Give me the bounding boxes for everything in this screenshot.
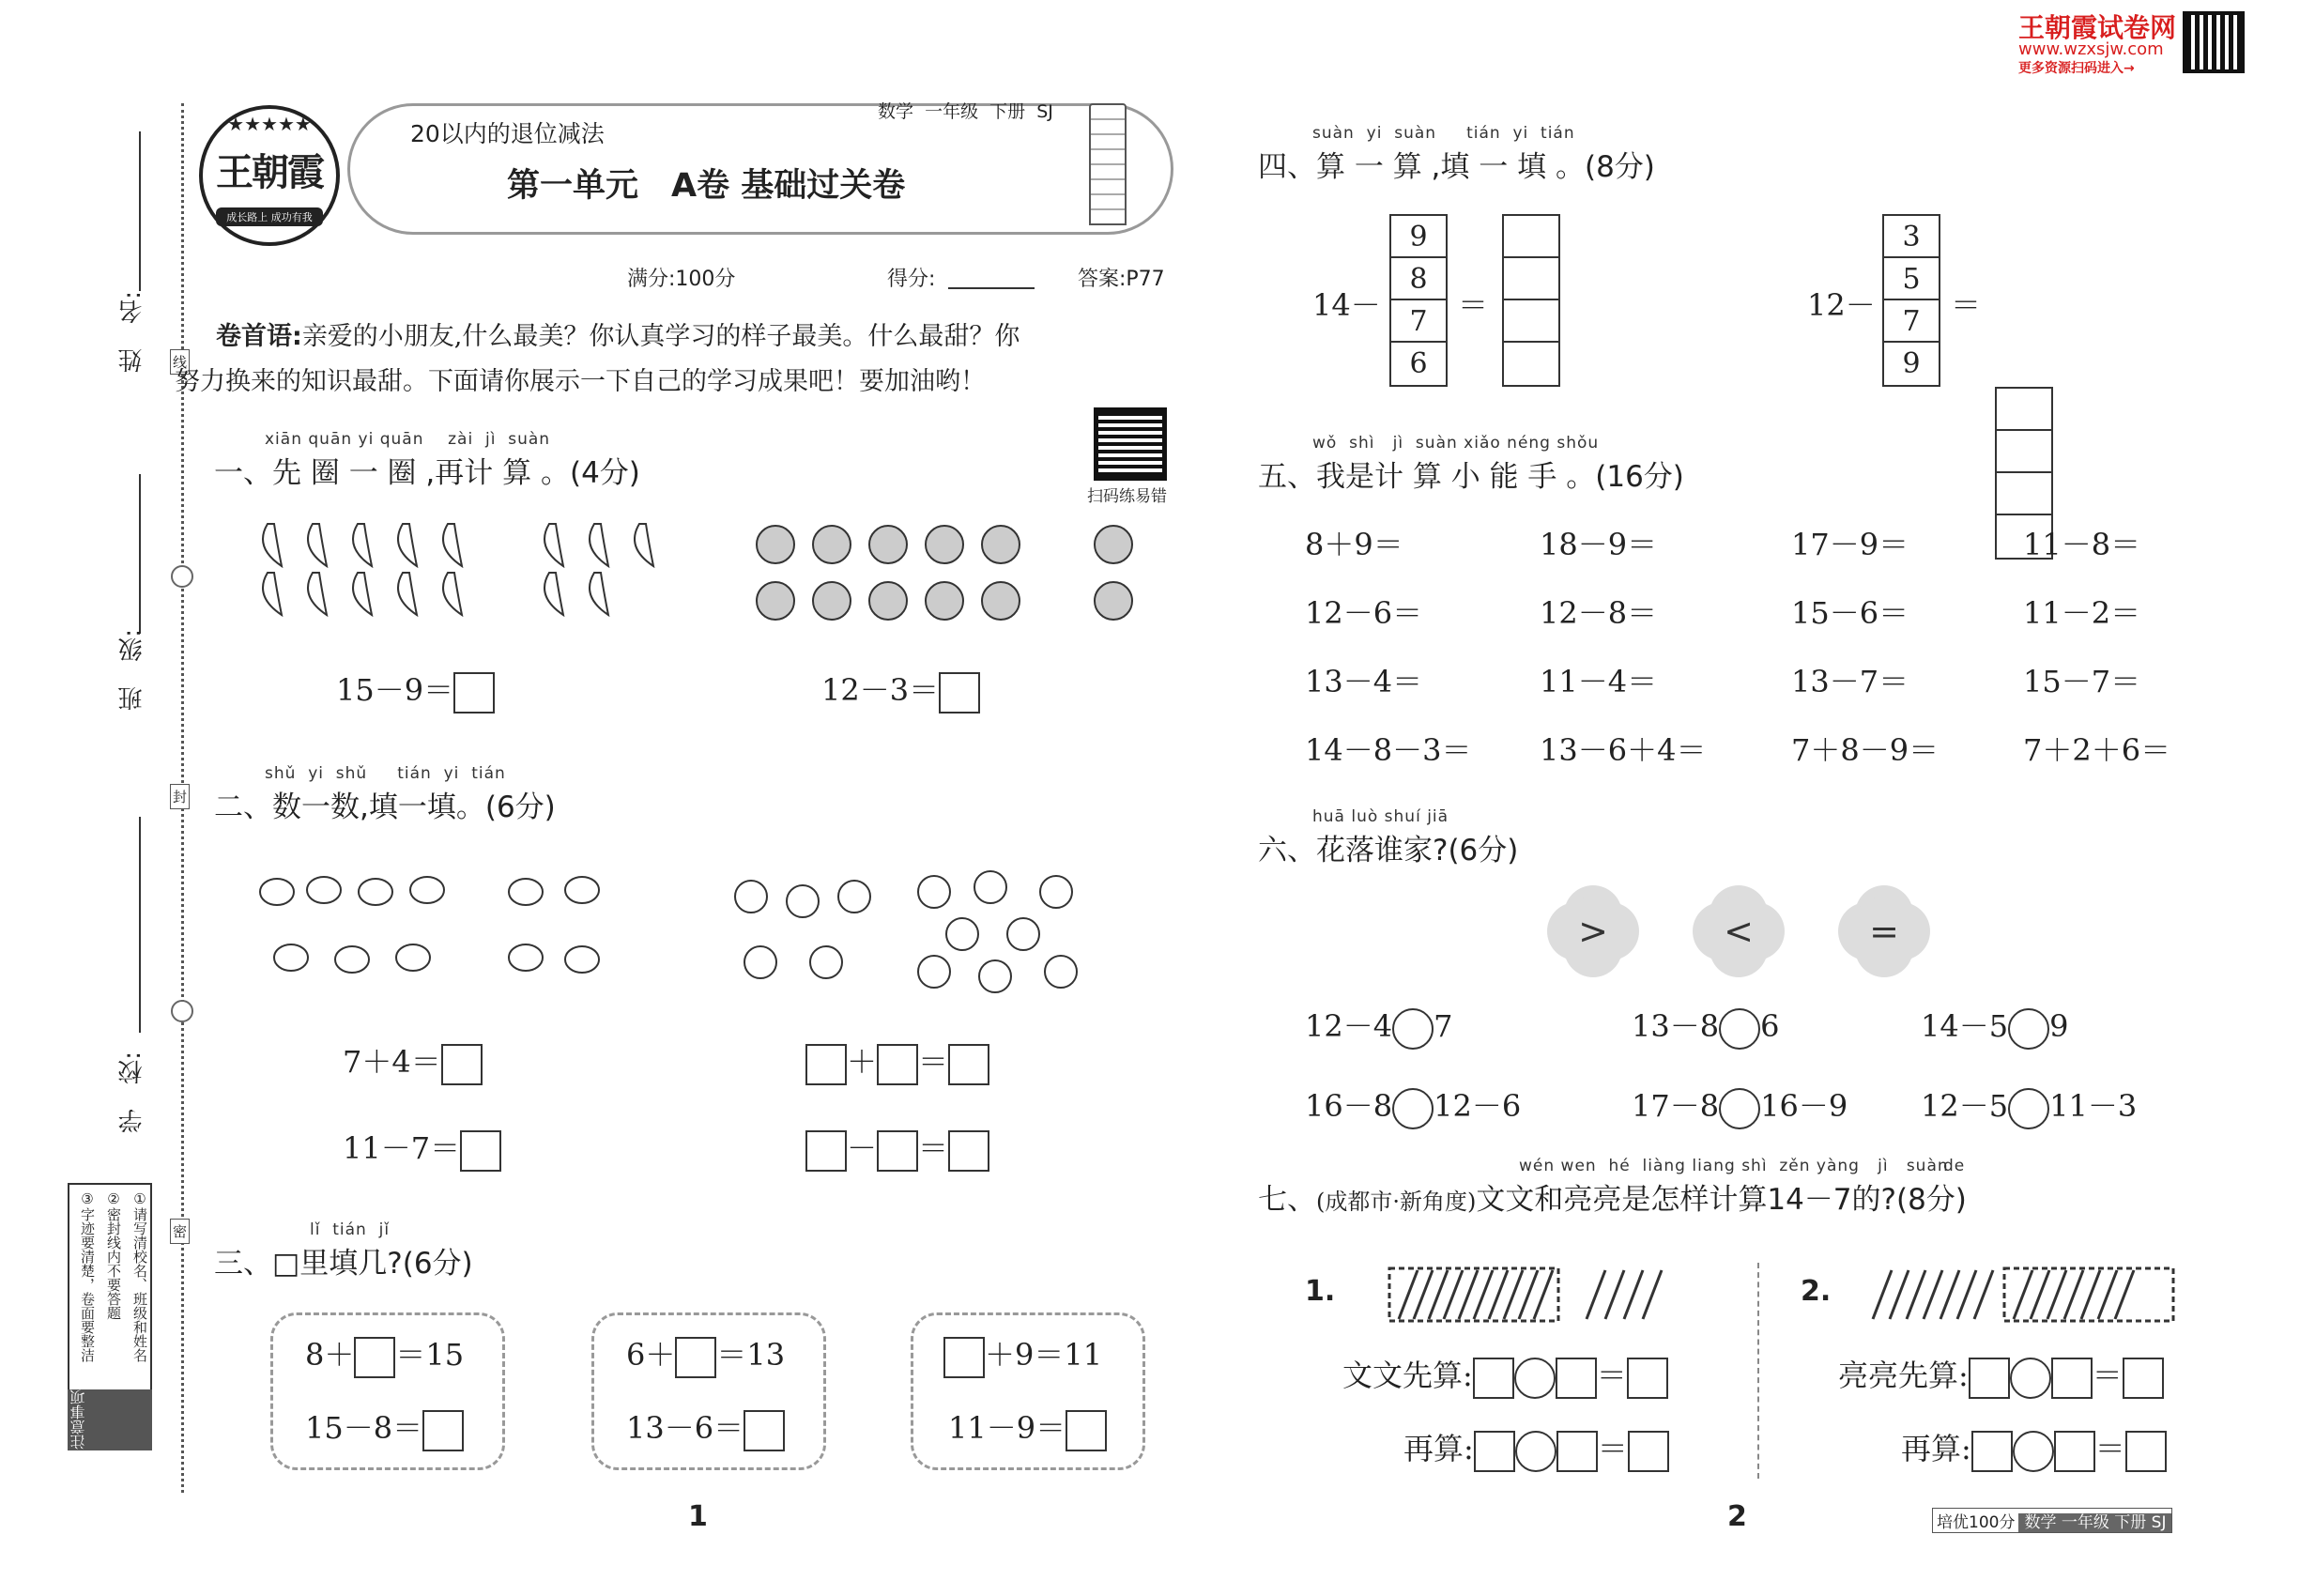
equals: ＝	[2094, 1431, 2125, 1466]
name-line	[139, 131, 141, 291]
q4-a-eq: ＝	[1458, 287, 1489, 323]
chick-icon	[1045, 956, 1077, 988]
answer-box[interactable]	[805, 1130, 847, 1172]
then-label: 再算:	[1403, 1431, 1474, 1466]
answer-box[interactable]	[422, 1410, 464, 1451]
banana-icon	[544, 573, 563, 615]
duck-group-2	[498, 854, 610, 995]
q7-title-region: (成都市·新角度)	[1316, 1189, 1477, 1215]
chick-icon	[979, 960, 1011, 992]
chick-icon	[974, 871, 1006, 903]
banana-icon	[263, 524, 282, 566]
apple-icon	[757, 526, 794, 563]
q4-b-eq: ＝	[1951, 287, 1982, 323]
duck-icon	[509, 879, 543, 905]
compare-right: 16－9	[1760, 1088, 1848, 1124]
calc-item[interactable]: 8＋9＝	[1305, 527, 1403, 562]
compare-left: 12－4	[1305, 1008, 1393, 1044]
q1-eq-2-text: 12－3＝	[821, 672, 940, 708]
q1-eq-2	[821, 667, 980, 714]
banana-icon	[308, 573, 327, 615]
part-1-number: 1.	[1305, 1275, 1336, 1308]
banana-group-2	[535, 514, 676, 627]
score-field[interactable]	[948, 287, 1035, 289]
apple-icon	[982, 526, 1020, 563]
stack-num: 7	[1391, 300, 1446, 343]
chick-icon	[1007, 918, 1039, 950]
card-text: 13－6＝	[626, 1410, 744, 1446]
calc-item[interactable]: 7＋8－9＝	[1791, 732, 1940, 768]
q5-pinyin: wǒ shì jì suàn xiǎo néng shǒu	[1312, 434, 1600, 453]
op-minus: －	[847, 1130, 878, 1166]
q2-eq-2-text: 11－7＝	[343, 1130, 461, 1166]
q7-pinyin: wén wen hé liàng liang shì zěn yàng jì suàn	[1519, 1157, 1949, 1175]
answer-box[interactable]	[1474, 1431, 1515, 1472]
notes-item: ①请写清校名、班级和姓名	[131, 1190, 148, 1362]
q3-card-3-line-1	[943, 1331, 1102, 1378]
compare-circle[interactable]	[1719, 1008, 1760, 1050]
q1-eq-1	[336, 667, 495, 714]
answer-ref: 答案:P77	[1078, 268, 1165, 291]
q1-pinyin: xiān quān yi quān zài jì suàn	[265, 430, 551, 449]
liangliang-first-label: 亮亮先算:	[1838, 1358, 1969, 1393]
chick-group-2	[906, 859, 1094, 1000]
chick-icon	[787, 885, 819, 917]
duck-icon	[565, 946, 599, 973]
answer-box[interactable]	[939, 672, 980, 714]
equals: ＝	[1596, 1358, 1627, 1393]
calc-item[interactable]: 7＋2＋6＝	[2023, 732, 2171, 768]
banana-icon	[353, 524, 372, 566]
liangliang-first	[1838, 1352, 2164, 1399]
cut-char-2: 封	[170, 784, 190, 809]
compare-right: 9	[2049, 1008, 2069, 1044]
q3-card-3-line-2	[948, 1404, 1107, 1451]
op-eq: ＝	[918, 1130, 949, 1166]
q3-card-1-line-1	[305, 1331, 464, 1378]
compare-circle[interactable]	[2008, 1008, 2049, 1050]
stack-num: 5	[1884, 258, 1939, 300]
calc-item[interactable]: 11－2＝	[2023, 595, 2141, 631]
banana-icon	[590, 524, 608, 566]
compare-item	[1632, 1082, 1848, 1129]
then-label: 再算:	[1901, 1431, 1971, 1466]
logo	[199, 105, 340, 246]
compare-right: 7	[1434, 1008, 1453, 1044]
binding-strip	[0, 0, 188, 1596]
q5-title: 五、我是计 算 小 能 手 。(16分)	[1258, 460, 1684, 494]
answer-box[interactable]	[2123, 1358, 2164, 1399]
wenwen-then	[1403, 1425, 1669, 1472]
flower-symbol: >	[1578, 911, 1608, 952]
flower-icon	[1704, 897, 1773, 966]
stack-num: 9	[1391, 216, 1446, 258]
duck-icon	[335, 946, 369, 973]
compare-circle[interactable]	[2008, 1088, 2049, 1129]
answer-box[interactable]	[1556, 1358, 1597, 1399]
answer-box[interactable]	[1066, 1410, 1107, 1451]
answer-box[interactable]	[1628, 1431, 1669, 1472]
chick-group-1	[723, 864, 882, 995]
compare-item	[1305, 1003, 1452, 1050]
equals: ＝	[1597, 1431, 1628, 1466]
answer-box[interactable]	[1969, 1358, 2010, 1399]
scissor-icon	[171, 1000, 193, 1022]
compare-right: 6	[1760, 1008, 1780, 1044]
operator-circle[interactable]	[2013, 1431, 2054, 1472]
q1-eq-1-text: 15－9＝	[336, 672, 454, 708]
answer-box[interactable]	[1473, 1358, 1514, 1399]
duck-icon	[396, 944, 430, 971]
q3-card-1-line-2	[305, 1404, 464, 1451]
page-number-2: 2	[1727, 1500, 1747, 1533]
subject-tags: 数学 一年级 下册 SJ	[878, 101, 1053, 122]
q6-pinyin: huā luò shuí jiā	[1312, 807, 1449, 826]
answer-box[interactable]	[948, 1130, 989, 1172]
q1-title: 一、先 圈 一 圈 ,再计 算 。(4分)	[214, 456, 640, 490]
footer-tag	[1932, 1508, 2172, 1533]
school-label: 学 校:	[118, 1051, 146, 1133]
answer-box[interactable]	[943, 1337, 985, 1378]
cut-char-3: 密	[170, 1219, 190, 1244]
apple-icon	[1095, 582, 1132, 620]
card-text: ＋9＝11	[985, 1337, 1103, 1373]
q7-title-a: 七、	[1258, 1183, 1316, 1217]
compare-left: 16－8	[1305, 1088, 1393, 1124]
op-plus: ＋	[847, 1044, 878, 1080]
qr-caption: 扫码练易错	[1087, 487, 1167, 506]
answer-box[interactable]	[1556, 1431, 1598, 1472]
q7-title	[1258, 1175, 1967, 1218]
calc-item[interactable]: 17－9＝	[1791, 527, 1909, 562]
answer-box[interactable]	[2051, 1358, 2093, 1399]
stack-num: 6	[1409, 347, 1428, 380]
duck-icon	[359, 879, 392, 905]
calc-item[interactable]: 12－8＝	[1540, 595, 1658, 631]
equals: ＝	[2092, 1358, 2123, 1393]
answer-box[interactable]	[2125, 1431, 2167, 1472]
q7-title-b: 文文和亮亮是怎样计算14－7的?(8分)	[1476, 1183, 1967, 1217]
compare-item	[1921, 1082, 2137, 1129]
chick-icon	[744, 946, 776, 978]
chick-icon	[918, 876, 950, 908]
answer-box[interactable]	[1627, 1358, 1668, 1399]
notes-title: 注意事项	[68, 1389, 152, 1450]
stack-num: 9	[1902, 347, 1921, 380]
calc-item[interactable]: 12－6＝	[1305, 595, 1423, 631]
apple-icon	[813, 582, 851, 620]
answer-box[interactable]	[877, 1130, 918, 1172]
operator-circle[interactable]	[1514, 1358, 1556, 1399]
answer-box[interactable]	[948, 1044, 989, 1085]
site-tip: 更多资源扫码进入→	[2018, 61, 2135, 76]
liangliang-then	[1901, 1425, 2167, 1472]
q4-a-stack	[1389, 214, 1448, 387]
q3-card-2-line-1	[626, 1331, 785, 1378]
duck-icon	[307, 877, 341, 903]
banana-icon	[308, 524, 327, 566]
card-text: 11－9＝	[948, 1410, 1066, 1446]
banana-icon	[398, 573, 417, 615]
operator-circle[interactable]	[1515, 1431, 1556, 1472]
calc-item[interactable]: 14－8－3＝	[1305, 732, 1472, 768]
q2-pinyin: shǔ yi shǔ tián yi tián	[265, 764, 506, 783]
logo-star-icon: ★★★★★	[227, 113, 312, 135]
notes-item: ③字迹要清楚，卷面要整洁	[79, 1190, 96, 1362]
q4-pinyin: suàn yi suàn tián yi tián	[1312, 124, 1575, 143]
score-label: 得分:	[887, 268, 936, 291]
compare-right: 11－3	[2049, 1088, 2138, 1124]
full-score: 满分:100分	[627, 268, 736, 291]
answer-box[interactable]	[1971, 1431, 2013, 1472]
cut-char-1: 线	[170, 349, 190, 375]
sticks-image-1	[1380, 1263, 1718, 1328]
q2-eq-4	[805, 1125, 989, 1172]
q3-title: 三、□里填几?(6分)	[214, 1247, 473, 1281]
calc-item[interactable]: 18－9＝	[1540, 527, 1658, 562]
compare-left: 13－8	[1632, 1008, 1720, 1044]
answer-box[interactable]	[460, 1130, 501, 1172]
q4-b-stack	[1882, 214, 1940, 387]
duck-group-1	[253, 854, 460, 995]
duck-icon	[565, 877, 599, 903]
apple-icon	[982, 582, 1020, 620]
banana-group-1	[253, 514, 498, 627]
answer-box[interactable]	[744, 1410, 785, 1451]
flower-symbol: <	[1724, 911, 1754, 952]
logo-text: 王朝霞	[216, 150, 323, 194]
card-text: 8＋	[305, 1337, 355, 1373]
calc-item[interactable]: 15－7＝	[2023, 664, 2141, 699]
calc-item[interactable]: 15－6＝	[1791, 595, 1909, 631]
banana-icon	[398, 524, 417, 566]
compare-left: 17－8	[1632, 1088, 1720, 1124]
q2-eq-1-text: 7＋4＝	[343, 1044, 441, 1080]
notes-item: ②密封线内不要答题	[105, 1190, 122, 1320]
apple-icon	[926, 526, 963, 563]
banana-icon	[590, 573, 608, 615]
wenwen-first-label: 文文先算:	[1342, 1358, 1473, 1393]
site-url: www.wzxsjw.com	[2018, 39, 2164, 59]
stack-num: 7	[1884, 300, 1939, 343]
q4-a-label: 14－	[1312, 287, 1381, 323]
banana-icon	[544, 524, 563, 566]
part-2-number: 2.	[1801, 1275, 1832, 1308]
card-text: ＝15	[395, 1337, 465, 1373]
apple-group-2	[1089, 516, 1145, 629]
compare-item	[1305, 1082, 1521, 1129]
flower-symbol: =	[1869, 911, 1899, 952]
lighthouse-icon	[1089, 103, 1127, 225]
apple-icon	[1095, 526, 1132, 563]
duck-icon	[260, 879, 294, 905]
banana-icon	[353, 573, 372, 615]
calc-item[interactable]: 13－6＋4＝	[1540, 732, 1707, 768]
chick-icon	[838, 881, 870, 913]
chick-icon	[810, 946, 842, 978]
duck-icon	[274, 944, 308, 971]
compare-circle[interactable]	[1392, 1008, 1434, 1050]
card-text: 6＋	[626, 1337, 676, 1373]
answer-box[interactable]	[2054, 1431, 2095, 1472]
q7-pinyin-de: de	[1943, 1157, 1966, 1175]
scissor-icon	[171, 565, 193, 588]
page-number-1: 1	[688, 1500, 708, 1533]
apple-icon	[869, 526, 907, 563]
qr-code-icon[interactable]	[1094, 407, 1167, 481]
calc-item[interactable]: 11－8＝	[2023, 527, 2141, 562]
calc-item[interactable]: 13－7＝	[1791, 664, 1909, 699]
intro-text-2: 努力换来的知识最甜。下面请你展示一下自己的学习成果吧！要加油哟！	[175, 367, 986, 396]
card-text: 15－8＝	[305, 1410, 423, 1446]
banana-icon	[443, 524, 462, 566]
q2-eq-1	[343, 1038, 483, 1085]
calc-item[interactable]: 11－4＝	[1540, 664, 1658, 699]
chick-icon	[1040, 876, 1072, 908]
operator-circle[interactable]	[2010, 1358, 2051, 1399]
q4-a-answers[interactable]	[1502, 214, 1560, 387]
intro-label: 卷首语:	[216, 322, 302, 351]
banana-icon	[263, 573, 282, 615]
calc-item[interactable]: 13－4＝	[1305, 664, 1423, 699]
class-line	[139, 474, 141, 634]
q3-pinyin: lǐ tián jǐ	[310, 1220, 391, 1239]
compare-left: 14－5	[1921, 1008, 2009, 1044]
sticks-image-2	[1863, 1263, 2201, 1328]
answer-box[interactable]	[453, 672, 495, 714]
footer-tag-a: 培优100分	[1937, 1513, 2016, 1532]
compare-circle[interactable]	[1392, 1088, 1434, 1129]
flower-icon	[1849, 897, 1919, 966]
page-title: 第一单元 A卷 基础过关卷	[507, 167, 906, 205]
banana-icon	[635, 524, 653, 566]
answer-box[interactable]	[877, 1044, 918, 1085]
op-eq: ＝	[918, 1044, 949, 1080]
duck-icon	[509, 944, 543, 971]
q2-eq-3	[805, 1038, 989, 1085]
logo-slogan: 成长路上 成功有我	[216, 207, 323, 226]
site-title: 王朝霞试卷网	[2018, 12, 2177, 43]
apple-icon	[869, 582, 907, 620]
compare-circle[interactable]	[1719, 1088, 1760, 1129]
answer-box[interactable]	[441, 1044, 483, 1085]
chick-icon	[946, 918, 978, 950]
class-label: 班 级:	[118, 629, 146, 711]
site-qr-icon[interactable]	[2183, 11, 2245, 73]
card-text: ＝13	[716, 1337, 786, 1373]
duck-icon	[410, 877, 444, 903]
q6-title: 六、花落谁家?(6分)	[1258, 834, 1519, 867]
apple-icon	[926, 582, 963, 620]
q2-title: 二、数一数,填一填。(6分)	[214, 790, 556, 824]
chick-icon	[735, 881, 767, 913]
compare-right: 12－6	[1434, 1088, 1522, 1124]
q4-b-label: 12－	[1807, 287, 1876, 323]
footer-tag-b: 数学 一年级 下册 SJ	[2018, 1513, 2171, 1532]
intro	[175, 315, 1020, 405]
answer-box[interactable]	[354, 1337, 395, 1378]
compare-item	[1632, 1003, 1779, 1050]
apple-icon	[813, 526, 851, 563]
stack-num: 8	[1391, 258, 1446, 300]
stack-num: 3	[1884, 216, 1939, 258]
q4-title: 四、算 一 算 ,填 一 填 。(8分)	[1258, 150, 1655, 184]
wenwen-first	[1342, 1352, 1668, 1399]
q3-card-2-line-2	[626, 1404, 785, 1451]
answer-box[interactable]	[805, 1044, 847, 1085]
q2-eq-2	[343, 1125, 501, 1172]
name-label: 姓 名:	[118, 291, 146, 373]
apple-group-1	[751, 516, 1033, 629]
compare-left: 12－5	[1921, 1088, 2009, 1124]
intro-text-1: 亲爱的小朋友,什么最美？你认真学习的样子最美。什么最甜？你	[301, 322, 1020, 351]
banana-icon	[443, 573, 462, 615]
apple-icon	[757, 582, 794, 620]
flower-icon	[1558, 897, 1628, 966]
chick-icon	[918, 956, 950, 988]
compare-item	[1921, 1003, 2068, 1050]
divider	[1757, 1263, 1759, 1479]
answer-box[interactable]	[675, 1337, 716, 1378]
topic: 20以内的退位减法	[410, 120, 605, 147]
school-line	[139, 817, 141, 1033]
